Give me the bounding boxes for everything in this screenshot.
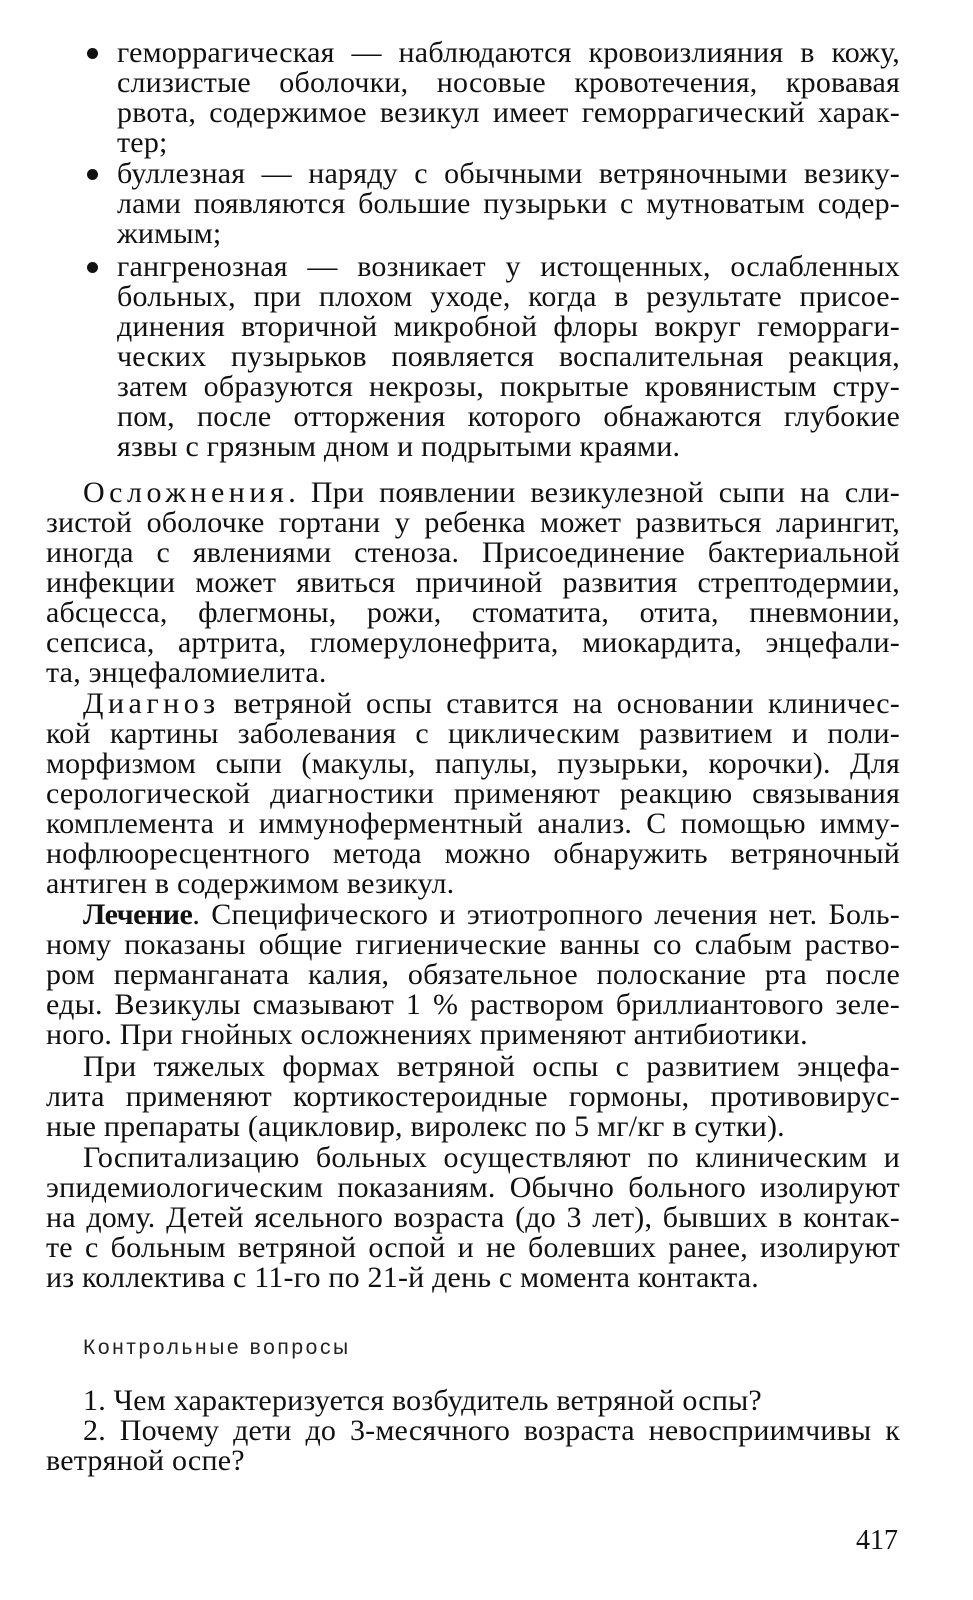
complications-line-1: [83, 478, 900, 508]
bullet-3-line-2: больных, при плохом уходе, когда в результате присое-: [117, 280, 900, 313]
diagnosis-line-1: [83, 689, 900, 719]
diagnosis-first-rest: ветряной оспы ставится на основании клиничес-: [219, 687, 900, 720]
bullet-3-line-5: затем образуются некрозы, покрытые кровянистым стру-: [117, 370, 900, 403]
bullet-dot-1: [87, 48, 98, 59]
treatment-first-rest: . Специфического и этиотропного лечения нет. Боль-: [192, 898, 900, 931]
bullet-dot-3: [87, 262, 98, 273]
treatment-line-4: еды. Везикулы смазывают 1 % раствором бриллиантового зеле-: [46, 988, 900, 1021]
hospitalization-line-5: из коллектива с 11-го по 21-й день с момента контакта.: [46, 1261, 759, 1294]
diagnosis-line-4: серологической диагностики применяют реакцию связывания: [46, 777, 900, 810]
treatment-line-5: ного. При гнойных осложнениях применяют антибиотики.: [46, 1018, 808, 1051]
bullet-1-line-1: геморрагическая — наблюдаются кровоизлияния в кожу,: [117, 36, 900, 69]
complications-line-2: зистой оболочке гортани у ребенка может развиться ларингит,: [46, 506, 900, 539]
diagnosis-line-7: антиген в содержимом везикул.: [46, 867, 455, 900]
treatment-line-3: ром перманганата калия, обязательное полоскание рта после: [46, 958, 900, 991]
bullet-1-line-4: тер;: [117, 126, 168, 159]
diagnosis-line-2: кой картины заболевания с циклическим развитием и поли-: [46, 717, 900, 750]
bullet-3-line-3: динения вторичной микробной флоры вокруг геморраги-: [117, 310, 900, 343]
page-number: 417: [856, 1525, 898, 1556]
bullet-2-line-3: жимым;: [117, 217, 222, 250]
severe-forms-line-2: лита применяют кортикостероидные гормоны, противовирус-: [46, 1080, 900, 1113]
treatment-term: Лечение: [83, 898, 193, 931]
complications-line-7: та, энцефаломиелита.: [46, 656, 327, 689]
treatment-line-1: [83, 900, 900, 930]
question-1: 1. Чем характеризуется возбудитель ветряной оспы?: [83, 1384, 762, 1417]
diagnosis-term: Диагноз: [83, 687, 220, 720]
hospitalization-line-1: Госпитализацию больных осуществляют по клиническим и: [83, 1141, 900, 1174]
hospitalization-line-2: эпидемиологическим показаниям. Обычно больного изолируют: [46, 1171, 900, 1204]
complications-line-6: сепсиса, артрита, гломерулонефрита, миокардита, энцефали-: [46, 626, 900, 659]
diagnosis-line-5: комплемента и иммуноферментный анализ. С помощью иммy-: [46, 807, 900, 840]
complications-line-5: абсцесса, флегмоны, рожи, стоматита, отита, пневмонии,: [46, 596, 900, 629]
diagnosis-line-3: морфизмом сыпи (макулы, папулы, пузырьки, корочки). Для: [46, 747, 900, 780]
treatment-line-2: ному показаны общие гигиенические ванны со слабым раство-: [46, 928, 900, 961]
section-heading: Контрольные вопросы: [83, 1336, 351, 1359]
bullet-dot-2: [87, 169, 98, 180]
hospitalization-line-3: на дому. Детей ясельного возраста (до 3 лет), бывших в контак-: [46, 1201, 900, 1234]
bullet-3-line-1: гангренозная — возникает у истощенных, ослабленных: [117, 250, 900, 283]
severe-forms-line-1: При тяжелых формах ветряной оспы с развитием энцефа-: [83, 1050, 900, 1083]
diagnosis-line-6: нофлюоресцентного метода можно обнаружить ветряночный: [46, 837, 900, 870]
complications-line-3: иногда с явлениями стеноза. Присоединение бактериальной: [46, 536, 900, 569]
complications-line-4: инфекции может явиться причиной развития стрептодермии,: [46, 566, 900, 599]
hospitalization-line-4: те с больным ветряной оспой и не болевших ранее, изолируют: [46, 1231, 900, 1264]
question-2-continued: ветряной оспе?: [46, 1444, 245, 1477]
bullet-2-line-1: буллезная — наряду с обычными ветряночными везику-: [117, 157, 900, 190]
complications-first-rest: . При появлении везикулезной сыпи на сли-: [288, 476, 900, 509]
bullet-3-line-7: язвы с грязным дном и подрытыми краями.: [117, 430, 681, 463]
complications-term: Осложнения: [83, 476, 289, 509]
bullet-1-line-2: слизистые оболочки, носовые кровотечения, кровавая: [117, 66, 900, 99]
severe-forms-line-3: ные препараты (ацикловир, виролекс по 5 мг/кг в сутки).: [46, 1110, 785, 1143]
question-2: 2. Почему дети до 3-месячного возраста невосприимчивы к: [83, 1414, 900, 1447]
bullet-3-line-6: пом, после отторжения которого обнажаются глубокие: [117, 400, 900, 433]
bullet-3-line-4: ческих пузырьков появляется воспалительная реакция,: [117, 340, 900, 373]
bullet-1-line-3: рвота, содержимое везикул имеет геморрагический харак-: [117, 96, 900, 129]
bullet-2-line-2: лами появляются большие пузырьки с мутноватым содер-: [117, 187, 900, 220]
